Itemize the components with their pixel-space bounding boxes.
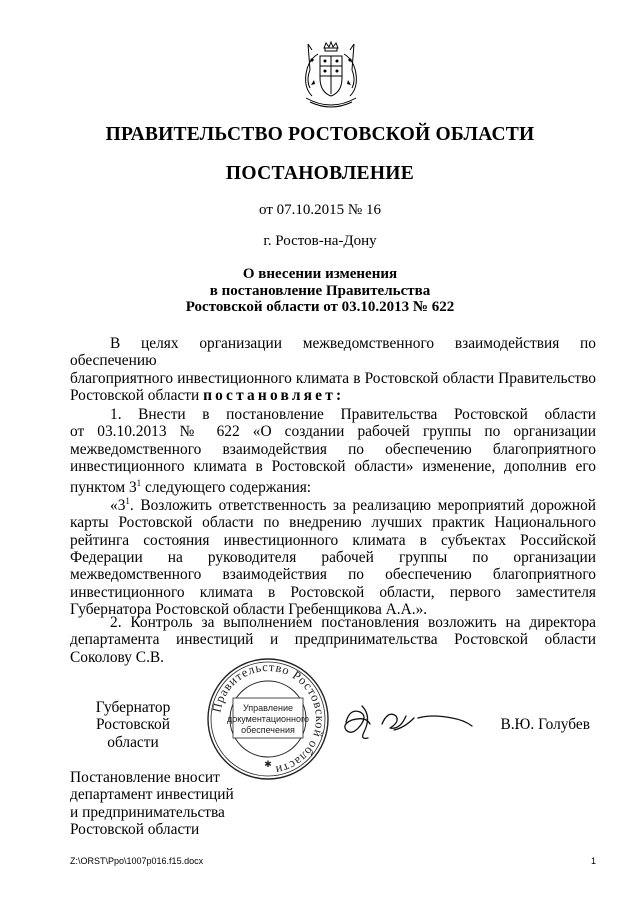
decree-word: постановляет:: [203, 386, 345, 404]
document-title: [0, 266, 640, 316]
quoted-point: [70, 493, 596, 618]
clause-line: департамента инвестиций и предпринимательства Ростовской области: [70, 631, 596, 649]
clause-text: пунктом 3: [70, 479, 137, 497]
preamble-line: благоприятного инвестиционного климата в Ростовской области Правительство: [70, 369, 596, 387]
note-line: Ростовской области: [70, 820, 200, 838]
stamp-star-icon: ✱: [264, 759, 272, 769]
title-line: О внесении изменения: [242, 266, 398, 282]
clause-line: инвестиционного климата в Ростовской области» изменение, дополнив его: [70, 457, 596, 475]
signer-position-line: Губернатор: [95, 699, 171, 716]
coat-of-arms-icon: [298, 40, 364, 114]
page-number: 1: [590, 856, 596, 866]
clause-line: Соколову С.В.: [70, 648, 165, 666]
clause-2: [70, 614, 596, 666]
note-line: и предпринимательства: [70, 803, 225, 821]
clause-line: 1. Внести в постановление Правительства Ростовской области: [110, 406, 596, 423]
signer-name: В.Ю. Голубев: [500, 716, 590, 733]
clause-line: 2. Контроль за выполнением постановления возложить на директора: [110, 614, 596, 631]
quote-line: инвестиционного климата в Ростовской области, первого заместителя: [70, 583, 596, 601]
preamble-line: [70, 387, 596, 404]
stamp-inner-text: документационного: [226, 714, 310, 724]
preamble: [70, 335, 596, 404]
quote-line: [70, 493, 596, 514]
preamble-line: В целях организации межведомственного взаимодействия по обеспечению: [70, 335, 596, 370]
quote-line: рейтинга состояния инвестиционного климата в субъектах Российской: [70, 531, 596, 549]
document-type: ПОСТАНОВЛЕНИЕ: [225, 163, 415, 184]
clause-1: [70, 406, 596, 497]
signer-position: [70, 699, 196, 751]
preamble-text: Ростовской области: [70, 386, 204, 404]
note-line: Постановление вносит: [70, 769, 220, 786]
quote-line: карты Ростовской области по внедрению лучших практик Национального: [70, 514, 596, 532]
organization-title: ПРАВИТЕЛЬСТВО РОСТОВСКОЙ ОБЛАСТИ: [105, 124, 535, 145]
clause-text: следующего содержания:: [141, 479, 312, 497]
quote-text: . Возложить ответственность за реализацию мероприятий дорожной: [129, 497, 596, 515]
submission-note: [70, 769, 234, 838]
signer-position-line: Ростовской области: [96, 716, 170, 751]
superscript: 1: [136, 478, 142, 489]
quote-line: Губернатора Ростовской области Гребенщикова А.А.».: [70, 600, 428, 618]
stamp-inner-text: обеспечения: [241, 725, 295, 735]
official-stamp: [205, 656, 331, 782]
city: г. Ростов-на-Дону: [263, 233, 377, 249]
date-number: от 07.10.2015 № 16: [259, 202, 381, 218]
title-line: Ростовской области от 03.10.2013 № 622: [185, 299, 455, 315]
note-line: департамент инвестиций: [70, 786, 234, 804]
title-line: в постановление Правительства: [209, 282, 431, 299]
quote-line: Федерации на руководителя рабочей группы по организации: [70, 549, 596, 567]
clause-line: межведомственного взаимодействия по обеспечению благоприятного: [70, 440, 596, 458]
superscript: 1: [125, 496, 130, 506]
file-path: Z:\ORST\Ppo\1007p016.f15.docx: [70, 856, 204, 866]
stamp-ring-text: Правительство Ростовской области: [209, 659, 328, 778]
stamp-inner-text: Управление: [242, 703, 294, 713]
quote-line: межведомственного взаимодействия по обеспечению благоприятного: [70, 566, 596, 584]
quote-text: «3: [110, 497, 126, 515]
handwritten-signature: [338, 700, 478, 750]
clause-line: от 03.10.2013 № 622 «О создании рабочей группы по организации: [70, 423, 596, 441]
